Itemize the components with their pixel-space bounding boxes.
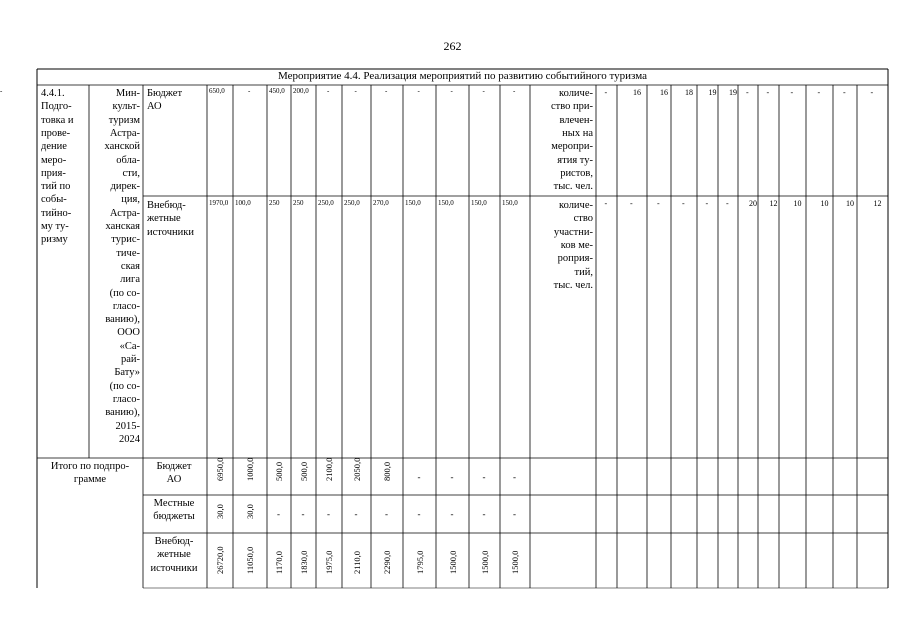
indicator-name: количе-	[559, 88, 593, 99]
subtotal-value-cell: -	[277, 509, 280, 519]
executor-cell: ханская	[105, 221, 140, 232]
budget-value-cell: 250,0	[344, 199, 360, 207]
indicator-value-cell: -	[790, 88, 794, 97]
subtotal-value-cell: -	[513, 471, 516, 482]
indicator-name: участни-	[553, 226, 593, 238]
subtotal-value-text: 800,0	[382, 461, 392, 481]
activity-code-cell: 4.4.1.	[41, 88, 65, 99]
subtotal-value-cell	[319, 457, 339, 491]
subtotal-value-cell	[347, 457, 367, 491]
funding-source-label: Бюджет	[147, 88, 183, 99]
subtotal-value-cell: -	[354, 509, 358, 519]
executor-cell: лига	[120, 274, 140, 286]
indicator-name: ристов,	[560, 167, 593, 179]
executor-cell: ООО	[117, 327, 140, 339]
subtotal-value-cell: -	[482, 509, 486, 519]
indicator-value-cell: -	[870, 88, 874, 97]
activity-code-cell: му ту-	[41, 221, 69, 232]
budget-value-cell: 250,0	[318, 199, 334, 207]
budget-value-cell: 250	[293, 199, 304, 207]
subtotal-value-cell	[240, 457, 260, 491]
indicator-value-cell: 10	[793, 199, 802, 208]
budget-value-cell: -	[327, 87, 330, 95]
indicator-value-cell: 16	[633, 88, 641, 97]
indicator-name: ных на	[562, 127, 593, 139]
subtotal-value-cell	[269, 460, 289, 491]
funding-source-label: жетные	[157, 549, 191, 561]
funding-source-label: источники	[150, 562, 198, 574]
subtotal-value-cell	[505, 535, 525, 584]
subtotal-value-text: 1000,0	[245, 457, 255, 481]
budget-value-cell: -	[513, 87, 516, 95]
activity-heading: Мероприятие 4.4. Реализация мероприятий по развитию событийного туризма	[277, 70, 648, 82]
indicator-value-cell: 19	[729, 88, 737, 97]
indicator-value-cell: -	[746, 88, 749, 97]
indicator-value-cell: -	[604, 88, 608, 97]
indicator-value-cell: 16	[660, 88, 668, 97]
budget-value-cell: 270,0	[373, 199, 389, 207]
subtotal-value-text: 30,0	[245, 504, 255, 519]
budget-value-cell: 150,0	[405, 199, 421, 207]
budget-value-cell: -	[385, 87, 388, 95]
page-number: 262	[443, 39, 462, 53]
indicator-value-cell: -	[630, 199, 633, 208]
activity-code-cell: меро-	[41, 154, 67, 166]
budget-value-cell: 150,0	[438, 199, 454, 207]
indicator-value-cell: -	[843, 88, 846, 97]
subtotal-value-cell	[210, 535, 230, 584]
indicator-value-cell: -	[817, 88, 821, 97]
activity-code-cell: товка и	[41, 114, 74, 126]
budget-value-cell: -	[0, 87, 3, 95]
indicator-value-cell: 18	[685, 88, 693, 97]
subtotal-value-cell	[210, 497, 230, 529]
indicator-value-cell: -	[726, 199, 729, 208]
subtotal-value-text: 2110,0	[351, 550, 362, 574]
executor-cell: тиче-	[116, 247, 140, 259]
executor-cell: Астра-	[109, 127, 140, 139]
budget-value-cell: -	[417, 87, 420, 95]
budget-value-cell: -	[354, 87, 357, 95]
budget-value-cell: -	[482, 87, 485, 95]
funding-source-label: Внебюд-	[147, 200, 186, 211]
subtotal-value-cell	[240, 497, 260, 529]
activity-code-cell: прове-	[41, 127, 71, 139]
indicator-value-cell: 10	[846, 199, 854, 208]
subtotal-value-cell: -	[417, 509, 421, 519]
indicator-value-cell: -	[766, 88, 770, 97]
budget-value-cell: 450,0	[269, 87, 285, 95]
budget-value-cell: -	[450, 87, 453, 95]
subtotal-value-text: 1500,0	[479, 550, 490, 574]
subtotal-value-cell	[475, 535, 495, 584]
subtotal-value-cell: -	[301, 509, 305, 519]
funding-source-label: АО	[166, 474, 182, 486]
budget-value-cell: 150,0	[471, 199, 487, 207]
executor-cell: культ-	[112, 101, 140, 113]
subtotal-value-cell: -	[450, 471, 454, 482]
activity-code-cell: Подго-	[41, 101, 72, 113]
executor-cell: ция,	[121, 194, 140, 206]
subtotal-label: Итого по подпро-	[50, 461, 130, 472]
indicator-value-cell: -	[682, 199, 685, 208]
executor-cell: рай-	[120, 354, 140, 365]
subtotal-value-text: 1500,0	[510, 550, 520, 574]
subtotal-value-text: 500,0	[274, 461, 284, 481]
budget-value-cell: 150,0	[502, 199, 518, 207]
executor-cell: сти,	[122, 167, 140, 179]
subtotal-value-cell: -	[385, 509, 388, 519]
executor-cell: Бату»	[114, 367, 140, 379]
indicator-name: ство	[573, 213, 593, 225]
subtotal-value-text: 30,0	[215, 504, 225, 519]
executor-cell: (по со-	[109, 287, 140, 299]
executor-cell: 2024	[119, 433, 140, 445]
subtotal-label: грамме	[73, 474, 107, 486]
subtotal-value-text: 1170,0	[274, 550, 284, 574]
activity-code-cell: тий по	[41, 181, 71, 193]
executor-cell: туризм	[108, 114, 140, 126]
executor-cell: Астра-	[109, 207, 140, 219]
subtotal-value-text: 6950,0	[215, 457, 225, 481]
indicator-value-cell: -	[705, 199, 709, 208]
indicator-name: влечен-	[559, 114, 593, 126]
executor-cell: «Са-	[119, 340, 140, 352]
indicator-name: меропри-	[551, 141, 593, 153]
indicator-value-cell: -	[657, 199, 660, 208]
subtotal-value-text: 1830,0	[298, 550, 309, 574]
activity-code-cell: прия-	[41, 167, 66, 179]
indicator-value-cell: 12	[769, 199, 778, 208]
funding-source-label: источники	[147, 226, 194, 238]
indicator-name: роприя-	[557, 253, 593, 265]
executor-cell: ванию),	[105, 314, 140, 326]
subtotal-value-text: 2050,0	[351, 457, 362, 481]
funding-source-label: бюджеты	[153, 511, 195, 523]
subtotal-value-cell	[294, 535, 314, 584]
indicator-name: тыс. чел.	[553, 279, 593, 291]
funding-source-label: Бюджет	[156, 461, 192, 472]
subtotal-value-cell	[410, 535, 430, 584]
executor-cell: Мин-	[115, 88, 140, 99]
activity-code-cell: дение	[41, 141, 67, 153]
budget-value-cell: -	[248, 87, 251, 95]
activity-code-cell: ризму	[41, 234, 68, 246]
subtotal-value-text: 500,0	[298, 461, 309, 481]
budget-value-cell: 250	[269, 199, 280, 207]
indicator-name: тыс. чел.	[553, 181, 593, 193]
indicator-value-cell: 12	[873, 199, 882, 208]
funding-source-label: Внебюд-	[154, 536, 194, 547]
executor-cell: дирек-	[110, 181, 140, 193]
subtotal-value-cell: -	[482, 471, 486, 482]
executor-cell: гласо-	[112, 300, 140, 312]
budget-value-cell: 200,0	[293, 87, 309, 95]
executor-cell: турис-	[111, 234, 140, 246]
budget-value-cell: 650,0	[209, 87, 225, 95]
executor-cell: ская	[120, 260, 140, 272]
subtotal-value-cell	[319, 535, 339, 584]
budget-value-cell: 1970,0	[209, 199, 229, 207]
indicator-name: ков ме-	[560, 239, 593, 251]
subtotal-value-cell	[269, 535, 289, 584]
indicator-value-cell: 19	[708, 88, 717, 97]
activity-code-cell: тийно-	[41, 207, 72, 219]
subtotal-value-cell: -	[417, 471, 421, 482]
subtotal-value-text: 26720,0	[215, 546, 225, 574]
subtotal-value-text: 1500,0	[447, 550, 458, 574]
subtotal-value-cell: -	[327, 509, 330, 519]
indicator-value-cell: -	[604, 199, 608, 208]
funding-source-label: жетные	[147, 213, 181, 225]
subtotal-value-cell: -	[450, 509, 454, 519]
subtotal-value-cell	[377, 535, 397, 584]
executor-cell: (по со-	[109, 380, 140, 392]
subtotal-value-cell	[294, 460, 314, 491]
funding-source-label: Местные	[153, 498, 195, 509]
subtotal-value-cell	[443, 535, 463, 584]
indicator-name: ятия ту-	[557, 154, 593, 166]
executor-cell: обла-	[116, 154, 140, 166]
subtotal-value-cell: -	[513, 509, 516, 519]
subtotal-value-cell	[347, 535, 367, 584]
subtotal-value-cell	[240, 535, 260, 584]
subtotal-value-text: 1795,0	[414, 550, 425, 574]
subtotal-value-text: 11050,0	[245, 546, 255, 574]
executor-cell: гласо-	[112, 393, 140, 405]
executor-cell: ванию),	[105, 407, 140, 419]
funding-source-label: АО	[147, 101, 162, 113]
activity-code-cell: собы-	[41, 194, 67, 206]
indicator-name: количе-	[559, 200, 593, 211]
indicator-name: ство при-	[551, 101, 593, 113]
budget-value-cell: 100,0	[235, 199, 251, 207]
indicator-value-cell: 20	[749, 199, 757, 208]
indicator-value-cell: 10	[820, 199, 829, 208]
executor-cell: ханской	[104, 141, 140, 153]
subtotal-value-text: 1975,0	[324, 550, 334, 574]
subtotal-value-cell	[210, 457, 230, 491]
executor-cell: 2015-	[115, 420, 140, 432]
subtotal-value-cell	[377, 460, 397, 491]
subtotal-value-text: 2100,0	[324, 457, 334, 481]
subtotal-value-text: 2290,0	[382, 550, 392, 574]
indicator-name: тий,	[574, 266, 593, 278]
